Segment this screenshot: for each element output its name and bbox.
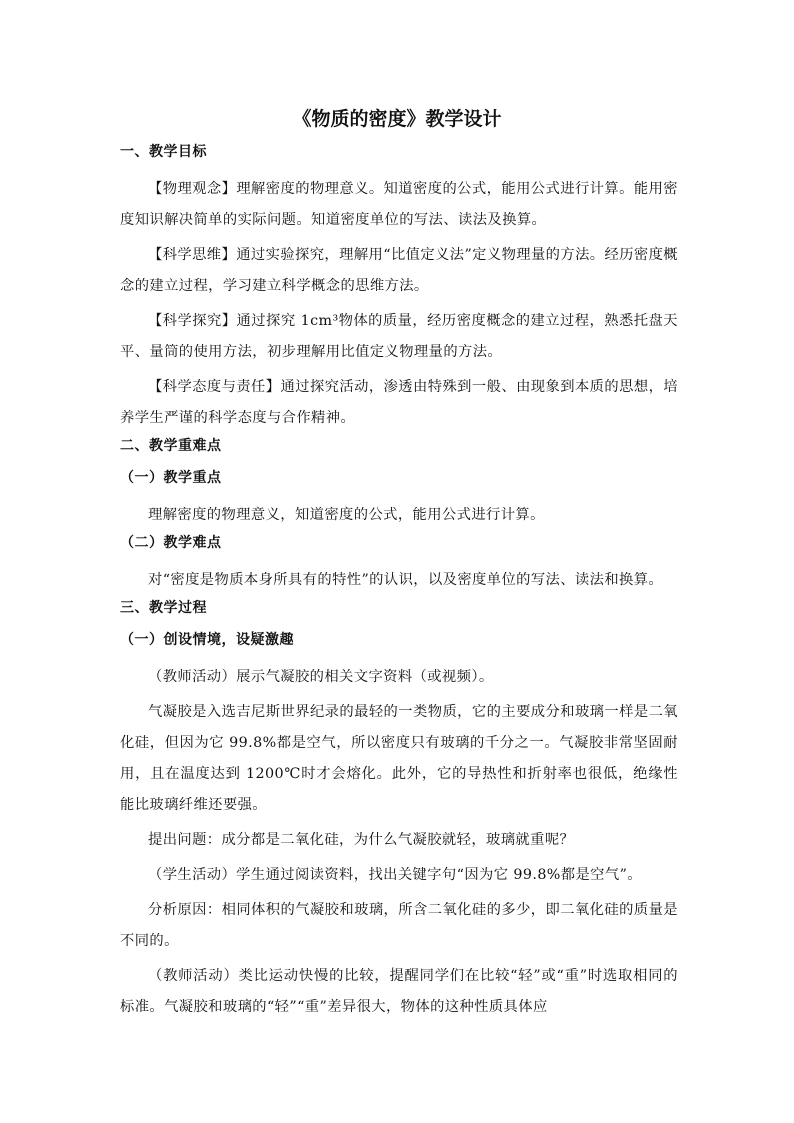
paragraph-physics-concept: 【物理观念】理解密度的物理意义。知道密度的公式，能用公式进行计算。能用密度知识解决简单的实际问题。知道密度单位的写法、读法及换算。 [120, 181, 678, 228]
subsection-heading-key-point: （一）教学重点 [120, 470, 222, 486]
section-heading-process: 三、教学过程 [120, 600, 207, 616]
paragraph-question: 提出问题：成分都是二氧化硅，为什么气凝胶就轻，玻璃就重呢？ [148, 832, 575, 848]
section-heading-key-points: 二、教学重难点 [120, 438, 222, 454]
paragraph-difficulty: 对“密度是物质本身所具有的特性”的认识，以及密度单位的写法、读法和换算。 [148, 572, 664, 588]
paragraph-scientific-attitude: 【科学态度与责任】通过探究活动，渗透由特殊到一般、由现象到本质的思想，培养学生严谨的科学态度与合作精神。 [120, 379, 678, 426]
paragraph-aerogel-info: 气凝胶是入选吉尼斯世界纪录的最轻的一类物质，它的主要成分和玻璃一样是二氧化硅，但因为它 99.8%都是空气，所以密度只有玻璃的千分之一。气凝胶非常坚固耐用，且在温度达到 1200℃时才会熔化。此外，它的导热性和折射率也很低，绝缘性能比玻璃纤维还要强。 [120, 704, 678, 813]
paragraph-analysis: 分析原因：相同体积的气凝胶和玻璃，所含二氧化硅的多少，即二氧化硅的质量是不同的。 [120, 902, 678, 949]
paragraph-scientific-thinking: 【科学思维】通过实验探究，理解用“比值定义法”定义物理量的方法。经历密度概念的建立过程，学习建立科学概念的思维方法。 [120, 247, 678, 294]
paragraph-scientific-inquiry: 【科学探究】通过探究 1cm³物体的质量，经历密度概念的建立过程，熟悉托盘天平、量筒的使用方法，初步理解用比值定义物理量的方法。 [120, 313, 678, 360]
document-title: 《物质的密度》教学设计 [292, 108, 502, 130]
section-heading-objectives: 一、教学目标 [120, 144, 207, 160]
subsection-heading-difficulty: （二）教学难点 [120, 535, 222, 551]
paragraph-teacher-activity-2: （教师活动）类比运动快慢的比较，提醒同学们在比较“轻”或“重”时选取相同的标准。气凝胶和玻璃的“轻”“重”差异很大，物体的这种性质具体应 [120, 968, 678, 1015]
paragraph-student-activity: （学生活动）学生通过阅读资料，找出关键字句“因为它 99.8%都是空气”。 [148, 867, 642, 883]
document-body [120, 142, 678, 1023]
subsection-heading-scenario: （一）创设情境，设疑激趣 [120, 632, 294, 648]
paragraph-teacher-activity-1: （教师活动）展示气凝胶的相关文字资料（或视频）。 [148, 669, 494, 685]
paragraph-key-point: 理解密度的物理意义，知道密度的公式，能用公式进行计算。 [148, 507, 545, 523]
